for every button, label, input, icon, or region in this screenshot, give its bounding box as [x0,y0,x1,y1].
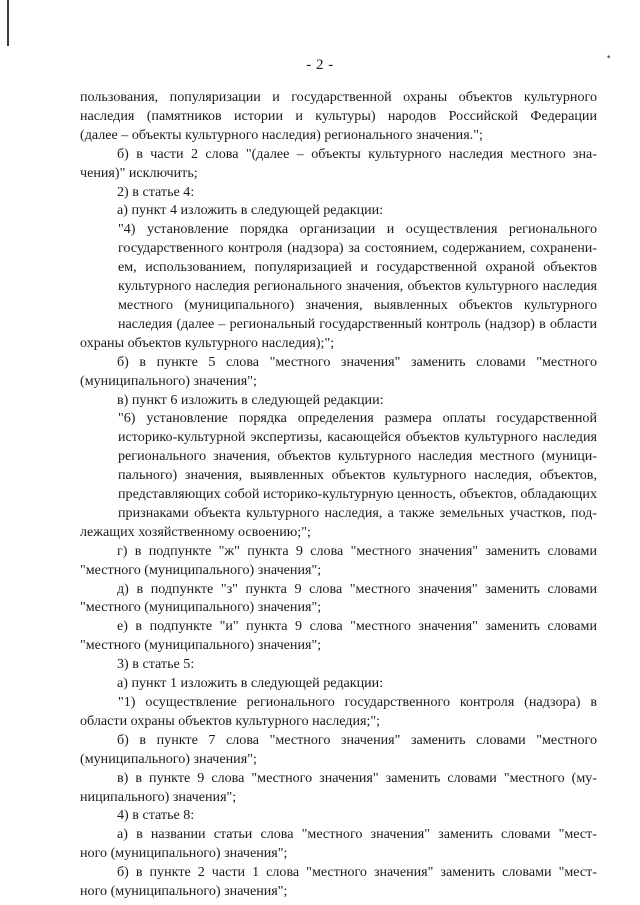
text-line: пального) значения, выявленных объектов культурного наследия, объектов, [118,467,597,484]
text-line: а) пункт 1 изложить в следующей редакции: [117,675,384,692]
text-line: ного (муниципального) значения"; [80,845,288,862]
paragraph-quote-1 [80,693,597,731]
text-line: лежащих хозяйственному освоению;"; [80,523,311,540]
text-line: в) в пункте 9 слова "местного значения" заменить словами "местного (му- [117,769,597,786]
text-line: ного (муниципального) значения"; [80,883,288,900]
text-line: области охраны объектов культурного наследия;"; [80,712,381,729]
text-line: государственного контроля (надзора) за состоянием, содержанием, сохранени- [118,240,597,257]
paragraph-article-5 [80,655,597,674]
text-line: "4) установление порядка организации и осуществления регионального [118,221,597,238]
paragraph-item-a-8 [80,825,597,863]
text-line: ем, использованием, популяризацией и государственной охраной объектов [118,259,597,276]
paragraph-item-a-5 [80,674,597,693]
text-line: "местного (муниципального) значения"; [80,561,322,578]
text-line: историко-культурной экспертизы, касающейся объектов культурного наследия [118,429,597,446]
paragraph-continuation [80,88,597,145]
paragraph-item-a [80,201,597,220]
scan-edge-mark [7,0,9,46]
text-line: д) в подпункте "з" пункта 9 слова "местного значения" заменить словами [117,580,597,597]
scan-dot-mark: • [606,53,612,63]
text-line: б) в пункте 2 части 1 слова "местного значения" заменить словами "мест- [117,864,597,881]
text-line: (муниципального) значения"; [80,750,257,767]
text-line: местного (муниципального) значения, выявленных объектов культурного [118,296,597,313]
text-line: представляющих собой историко-культурную ценность, объектов, обладающих [118,486,597,503]
text-line: в) пункт 6 изложить в следующей редакции: [117,391,384,408]
text-line: наследия (далее – региональный государственный контроль (надзор) в области [118,315,597,332]
text-line: (далее – объекты культурного наследия) регионального значения."; [80,126,483,143]
text-line: чения)" исключить; [80,164,198,181]
paragraph-item-b-8 [80,863,597,901]
text-line: б) в пункте 7 слова "местного значения" заменить словами "местного [117,731,597,748]
paragraph-item-b-7 [80,731,597,769]
paragraph-item-e [80,617,597,655]
paragraph-item-g [80,542,597,580]
document-body [80,88,597,901]
text-line: г) в подпункте "ж" пункта 9 слова "местного значения" заменить словами [117,542,597,559]
text-line: б) в пункте 5 слова "местного значения" заменить словами "местного [117,353,597,370]
text-line: 3) в статье 5: [117,656,195,673]
paragraph-article-4 [80,183,597,202]
paragraph-item-b [80,145,597,183]
text-line: (муниципального) значения"; [80,372,257,389]
paragraph-item-d [80,580,597,618]
text-line: "местного (муниципального) значения"; [80,599,322,616]
text-line: наследия (памятников истории и культуры) народов Российской Федерации [80,107,597,124]
paragraph-quote-4 [80,220,597,352]
paragraph-item-v [80,391,597,410]
text-line: 4) в статье 8: [117,807,195,824]
text-line: "6) установление порядка определения размера оплаты государственной [118,410,597,427]
text-line: б) в части 2 слова "(далее – объекты культурного наследия местного зна- [117,145,597,162]
text-line: 2) в статье 4: [117,183,195,200]
text-line: ниципального) значения"; [80,788,237,805]
text-line: признаками объекта культурного наследия, а также земельных участков, под- [118,504,597,521]
text-line: охраны объектов культурного наследия);"; [80,334,335,351]
paragraph-article-8 [80,806,597,825]
paragraph-quote-6 [80,409,597,541]
paragraph-item-v-9 [80,769,597,807]
page-number: - 2 - [306,57,334,73]
text-line: е) в подпункте "и" пункта 9 слова "местного значения" заменить словами [117,618,597,635]
text-line: а) пункт 4 изложить в следующей редакции: [117,202,384,219]
paragraph-item-b-5 [80,353,597,391]
text-line: регионального значения, объектов культурного наследия местного (муници- [118,448,597,465]
text-line: "местного (муниципального) значения"; [80,637,322,654]
text-line: культурного наследия регионального значения, объектов культурного наследия [118,278,597,295]
text-line: а) в названии статьи слова "местного значения" заменить словами "мест- [117,826,597,843]
text-line: "1) осуществление регионального государственного контроля (надзора) в [118,694,597,710]
text-line: пользования, популяризации и государственной охраны объектов культурного [80,89,597,105]
